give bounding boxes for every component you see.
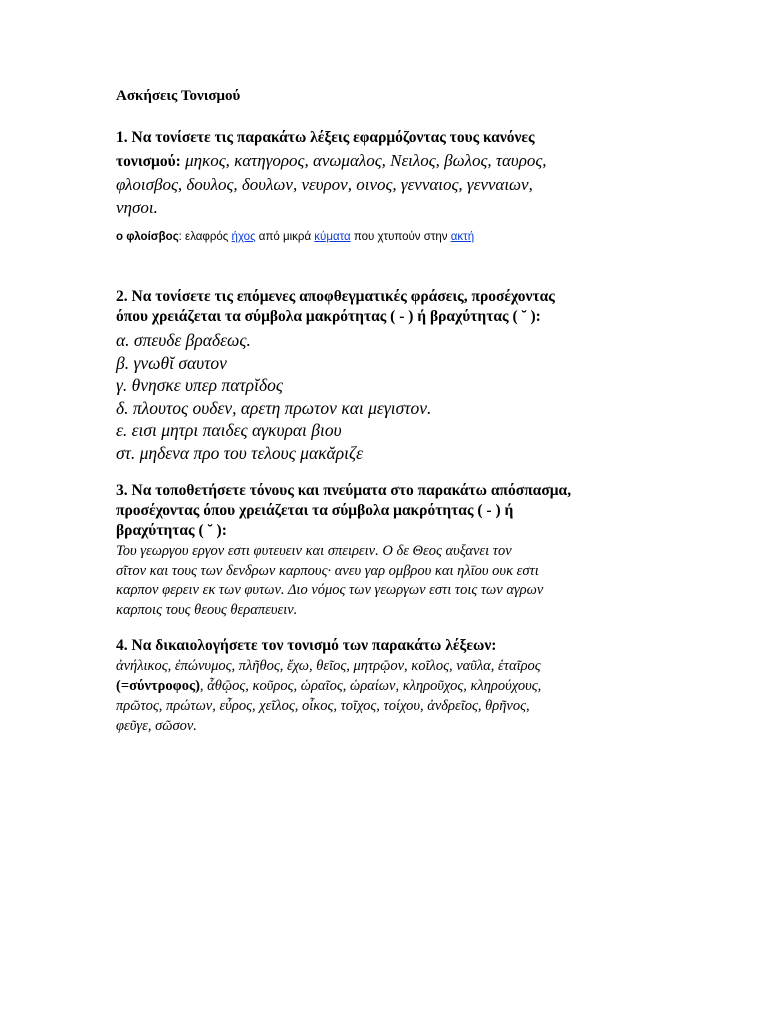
exercise-3-heading: 3. Να τοποθετήσετε τόνους και πνεύματα στο παρακάτω απόσπασμα, [116,482,572,499]
exercise-3-heading: βραχύτητας ( ˘ ): [116,522,227,539]
definition-text: από μικρά [255,231,315,243]
phrase-line: ε. εισι μητρι παιδες αγκυραι βιου [116,420,342,440]
exercise-4-words [116,656,656,736]
exercise-2-heading: όπου χρειάζεται τα σύμβολα μακρότητας ( - ) ή βραχύτητας ( ˘ ): [116,308,541,325]
word-list-line: ἀνήλικος, ἐπώνυμος, πλῆθος, ἔχω, θεῖος, μητρῷον, κοῖλος, ναῦλα, ἑταῖρος [116,658,541,674]
exercise-3-heading: προσέχοντας όπου χρειάζεται τα σύμβολα μακρότητας ( - ) ή [116,502,514,519]
exercise-1 [116,126,656,219]
definition-text: : ελαφρός [178,231,232,243]
passage-line: καρπον φερειν εκ των φυτων. Διο νόμος των γεωργων εστι τοις των αγρων [116,582,544,598]
word-list-line: φεῦγε, σῶσον. [116,718,197,734]
exercise-2 [116,287,656,464]
exercise-1-heading: 1. Να τονίσετε τις παρακάτω λέξεις εφαρμόζοντας τους κανόνες [116,129,535,146]
exercise-4-heading: 4. Να δικαιολογήσετε τον τονισμό των παρακάτω λέξεων: [116,637,497,654]
phrase-line: στ. μηδενα προ του τελους μακᾰριζε [116,442,363,463]
exercise-1-words: φλοισβος, δουλος, δουλων, νευρον, οινος, γενναιος, γενναιων, [116,175,533,194]
exercise-3 [116,481,656,620]
exercise-1-heading-cont: τονισμού: [116,153,181,170]
link-akti[interactable]: ακτή [450,231,475,243]
exercise-4 [116,636,656,736]
phrase-line: γ. θνησκε υπερ πατρῐδος [116,375,283,395]
passage-line: καρποις τους θεους θεραπευειν. [116,601,298,618]
definition-text: που χτυπούν στην [350,231,451,243]
exercise-3-passage [116,542,656,620]
synonym-note: (=σύντροφος) [116,678,200,694]
exercise-1-words: μηκος, κατηγορος, ανωμαλος, Νειλος, βωλος, ταυρος, [180,151,547,170]
word-list-line: , ἆθῷος, κοῦρος, ὡραῖος, ὡραίων, κληροῦχος, κληρούχους, [199,678,542,694]
phrase-line: β. γνωθῐ σαυτον [116,352,227,373]
exercise-1-words: νησοι. [116,198,158,217]
exercise-2-phrases [116,329,656,464]
link-echos[interactable]: ήχος [231,231,256,243]
definition-line [116,231,474,243]
passage-line: Του γεωργου εργον εστι φυτευειν και σπειρειν. Ο δε Θεος αυξανει τον [116,543,512,559]
passage-line: σῖτον και τους των δενδρων καρπους· ανευ γαρ ομβρου και ηλῑου ουκ εστι [116,562,539,579]
word-list-line: πρῶτος, πρώτων, εὖρος, χεῖλος, οἶκος, τοῖχος, τοίχου, ἀνδρεῖος, θρῆνος, [116,698,530,714]
exercise-2-heading: 2. Να τονίσετε τις επόμενες αποφθεγματικές φράσεις, προσέχοντας [116,288,555,305]
phrase-line: α. σπευδε βραδεως. [116,330,251,350]
definition-term: ο φλοίσβος [116,231,179,243]
phrase-line: δ. πλουτος ουδεν, αρετη πρωτον και μεγιστον. [116,397,432,418]
page-title: Ασκήσεις Τονισμού [116,88,241,104]
link-kymata[interactable]: κύματα [314,231,351,243]
